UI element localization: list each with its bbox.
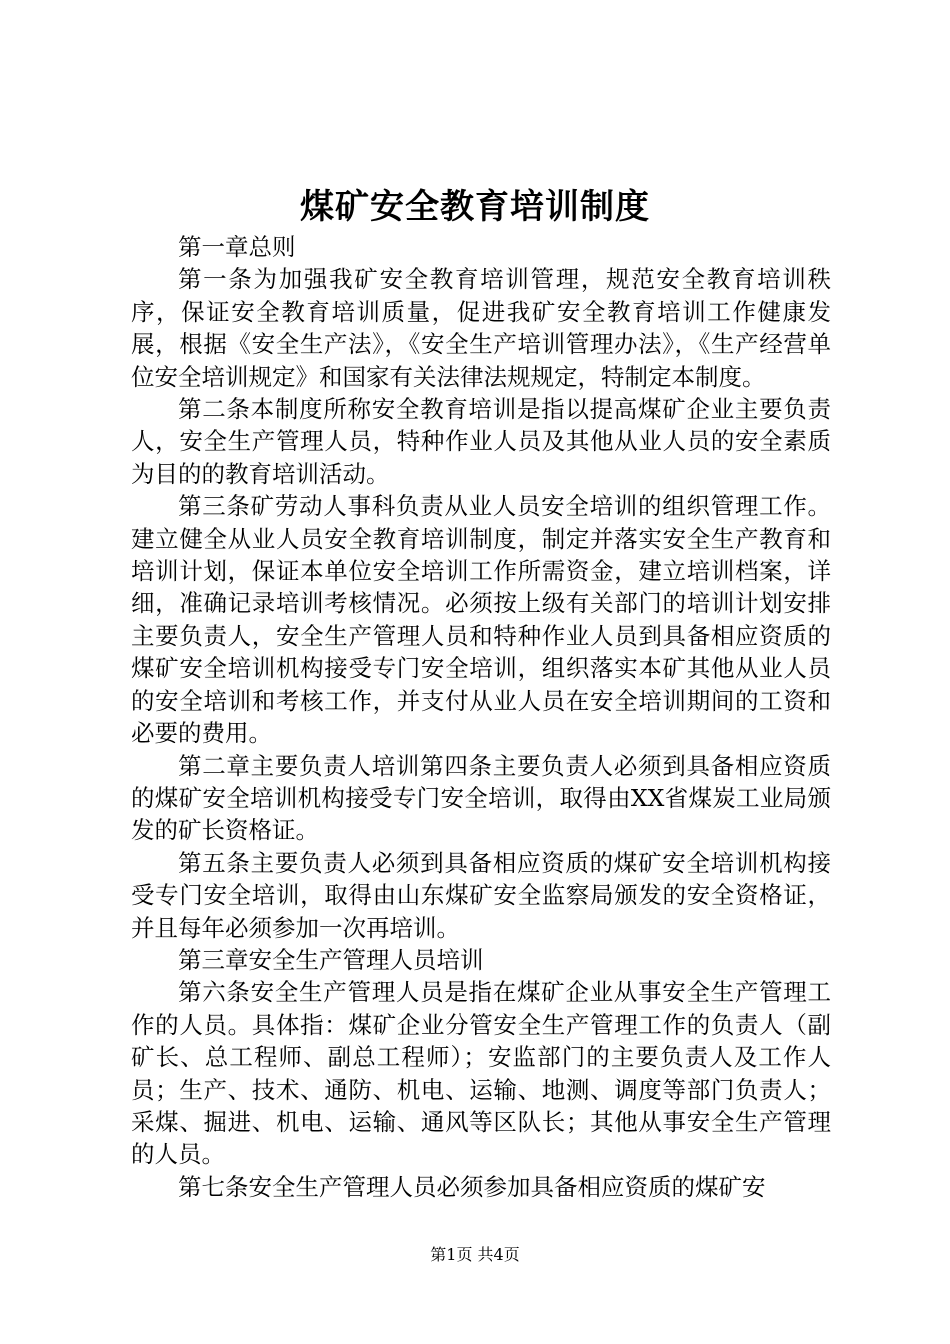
document-body <box>131 231 831 1203</box>
article-paragraph: 第七条安全生产管理人员必须参加具备相应资质的煤矿安 <box>178 1172 766 1201</box>
article-paragraph: 第六条安全生产管理人员是指在煤矿企业从事安全生产管理工作的人员。具体指：煤矿企业分管安全生产管理工作的负责人（副矿长、总工程师、副总工程师）；安监部门的主要负责人及工作人员；生产、技术、通防、机电、运输、地测、调度等部门负责人；采煤、掘进、机电、运输、通风等区队长；其他从事安全生产管理的人员。 <box>131 978 831 1169</box>
article-paragraph: 第一条为加强我矿安全教育培训管理，规范安全教育培训秩序，保证安全教育培训质量，促进我矿安全教育培训工作健康发展，根据《安全生产法》，《安全生产培训管理办法》，《生产经营单位安全培训规定》和国家有关法律法规规定，特制定本制度。 <box>131 265 831 391</box>
page-number: 第1页 共4页 <box>430 1245 520 1264</box>
article-paragraph: 第二章主要负责人培训第四条主要负责人必须到具备相应资质的煤矿安全培训机构接受专门安全培训，取得由XX省煤炭工业局颁发的矿长资格证。 <box>131 751 831 845</box>
chapter-heading: 第三章安全生产管理人员培训 <box>178 945 484 974</box>
document-title: 煤矿安全教育培训制度 <box>300 187 650 227</box>
chapter-heading: 第一章总则 <box>178 233 296 261</box>
article-paragraph: 第二条本制度所称安全教育培训是指以提高煤矿企业主要负责人，安全生产管理人员，特种作业人员及其他从业人员的安全素质为目的的教育培训活动。 <box>131 395 831 488</box>
article-paragraph: 第五条主要负责人必须到具备相应资质的煤矿安全培训机构接受专门安全培训，取得由山东煤矿安全监察局颁发的安全资格证，并且每年必须参加一次再培训。 <box>131 848 831 942</box>
article-paragraph: 第三条矿劳动人事科负责从业人员安全培训的组织管理工作。建立健全从业人员安全教育培训制度，制定并落实安全生产教育和培训计划，保证本单位安全培训工作所需资金，建立培训档案，详细，准确记录培训考核情况。必须按上级有关部门的培训计划安排主要负责人，安全生产管理人员和特种作业人员到具备相应资质的煤矿安全培训机构接受专门安全培训，组织落实本矿其他从业人员的安全培训和考核工作，并支付从业人员在安全培训期间的工资和必要的费用。 <box>131 492 831 748</box>
